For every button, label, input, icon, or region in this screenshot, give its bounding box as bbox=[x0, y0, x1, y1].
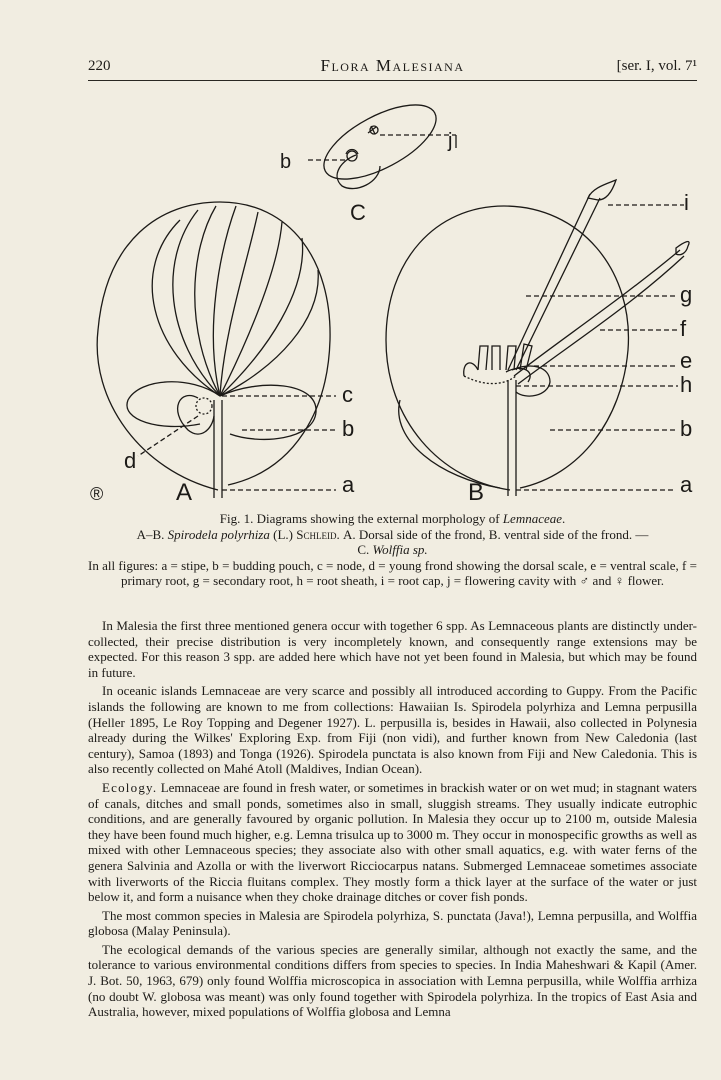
caption-c-prefix: C. bbox=[357, 542, 373, 557]
label-a-a: a bbox=[342, 472, 355, 497]
diagram-c-wolffia bbox=[280, 100, 456, 225]
caption-ab bbox=[88, 527, 697, 543]
label-j: j bbox=[448, 130, 453, 152]
morphology-figure bbox=[80, 100, 700, 512]
label-d: d bbox=[124, 448, 137, 473]
caption-title-end: . bbox=[562, 511, 566, 526]
running-header bbox=[88, 58, 697, 82]
label-C: C bbox=[350, 200, 366, 225]
caption-legend: In all figures: a = stipe, b = budding pouch, c = node, d = young frond showing the dorsal scale, e = ventral scale, f = primary root, g = secondary root, h = root sheath, i = root cap, j = flowering cavity with ♂ and ♀ flower. bbox=[88, 557, 697, 588]
label-a-b: a bbox=[680, 472, 693, 497]
caption-genus: Lemnaceae bbox=[502, 511, 563, 526]
label-A: A bbox=[176, 479, 193, 506]
label-g: g bbox=[680, 282, 693, 307]
paragraph-malesia: In Malesia the first three mentioned genera occur with together 6 spp. As Lemnaceous plants are distinctly under-collected, their precise distribution is very incompletely known, and consequently range extensions may be expected. For this reason 3 spp. are added here which have not yet been found in Malesia, but which may be found in future. bbox=[88, 618, 697, 680]
caption-ab-author: (L.) Schleid. bbox=[269, 526, 343, 542]
label-b-b: b bbox=[680, 416, 693, 441]
diagram-b-ventral bbox=[386, 180, 693, 506]
ecology-text: Lemnaceae are found in fresh water, or sometimes in brackish water or on wet mud; in stagnant waters of canals, ditches and small ponds, sometimes also in small, sluggish streams. They usually indicate eutrophic conditions, and are generally favoured by organic pollution. In Malesia they occur up to 2100 m, outside Malesia they have been found much higher, e.g. Lemna trisulca up to 3000 m. They occur in monospecific growths as well as mixed with other Lemnaceous species; they associate also with other small aquatics, e.g. with water ferns of the genera Salvinia and Azolla or with the liverwort Ricciocarpus natans. Submerged Lemnaceae sometimes associate with liverworts of the Riccia fluitans complex. They mostly form a thick layer at the surface of the water or just below it, and form a nuisance when they choke drainage ditches or cover fish ponds. bbox=[88, 779, 697, 905]
header-rule bbox=[88, 80, 697, 81]
caption-ab-prefix: A–B. bbox=[136, 526, 168, 542]
caption-title-text: Fig. 1. Diagrams showing the external morphology of bbox=[219, 511, 503, 526]
label-c: c bbox=[342, 382, 353, 407]
paragraph-ecological-demands: The ecological demands of the various species are generally similar, although not exactly the same, and the tolerance to various environmental conditions differs from species to species. In India Maheshwari & Kapil (Amer. J. Bot. 50, 1963, 679) only found Wolffia microscopica in association with Lemna perpusilla, while Wolffia arrhiza (no doubt W. globosa was meant) was only found together with Spirodela polyrhiza. In the tropics of East Asia and Australia, however, mixed populations of Wolffia globosa and Lemna bbox=[88, 941, 697, 1020]
label-B: B bbox=[468, 479, 485, 506]
paragraph-ecology bbox=[88, 780, 697, 905]
ecology-heading: Ecology. bbox=[102, 779, 158, 795]
body-text bbox=[88, 618, 697, 1020]
lemnaceae-diagrams bbox=[80, 100, 700, 512]
label-i: i bbox=[684, 190, 689, 215]
paragraph-common-species: The most common species in Malesia are Spirodela polyrhiza, S. punctata (Java!), Lemna perpusilla, and Wolffia globosa (Malay Peninsula). bbox=[88, 907, 697, 939]
paragraph-oceanic-islands: In oceanic islands Lemnaceae are very scarce and possibly all introduced according to Guppy. From the Pacific islands the following are known to me from collections: Hawaiian Is. Spirodela polyrhiza and Lemna perpusilla (Heller 1895, Le Roy Topping and Degener 1927). L. perpusilla is, besides in Hawaii, also collected in Polynesia already during the Wilkes' Exploring Exp. from Fiji (non vidi), and further known from New Caledonia (last century), Samoa (1893) and Tonga (1926). Spirodela punctata is also known from Fiji and New Caledonia. This is also recently collected on Mahé Atoll (Maldives, Indian Ocean). bbox=[88, 683, 697, 777]
label-e: e bbox=[680, 348, 693, 373]
caption-ab-text: A. Dorsal side of the frond, B. ventral side of the frond. — bbox=[342, 526, 649, 542]
caption-c bbox=[88, 542, 697, 558]
caption-ab-species: Spirodela polyrhiza bbox=[167, 526, 270, 542]
label-h: h bbox=[680, 372, 693, 397]
label-b-c: b bbox=[280, 151, 292, 173]
caption-title bbox=[88, 511, 697, 527]
figure-caption bbox=[88, 511, 697, 589]
label-b-a: b bbox=[342, 416, 355, 441]
caption-c-species: Wolffia sp. bbox=[372, 542, 428, 557]
series-volume: [ser. I, vol. 7¹ bbox=[616, 58, 697, 74]
label-f: f bbox=[680, 316, 687, 341]
journal-title: Flora Malesiana bbox=[320, 56, 465, 75]
diagram-a-dorsal bbox=[90, 202, 355, 506]
copyright-mark: ® bbox=[90, 484, 104, 504]
page-number: 220 bbox=[88, 58, 111, 74]
